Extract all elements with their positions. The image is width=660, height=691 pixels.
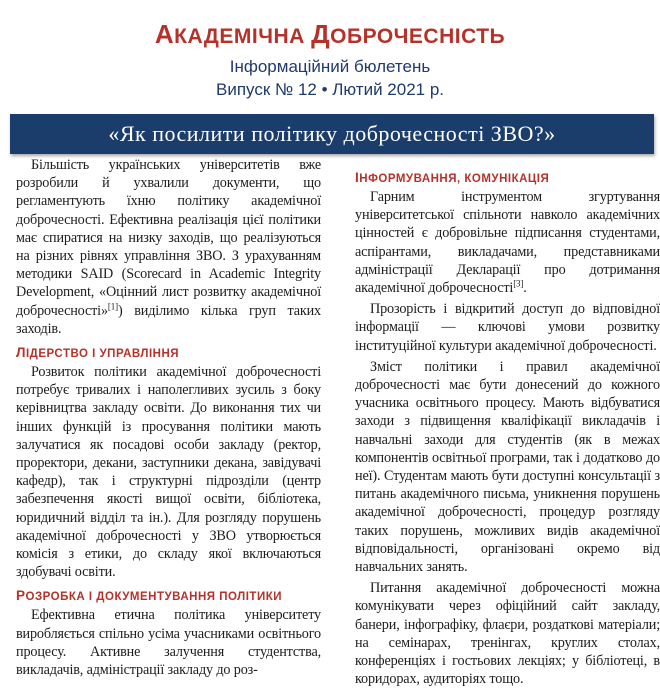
leadership-paragraph: Розвиток політики академічної доброчесності потребує тривалих і наполегливих зусиль з боку керівництва закладу освіти. До виконання тих чи інших функцій із просування політики мають залучатися як посадові особи закладу (ректор, проректори, декани, заступники декана, завідувачі кафедр), так і структурні підрозділи (центр забезпечення якості вищої освіти, бібліотека, юридичний відділ та ін.). Для розгляду порушень академічної доброчесності у ЗВО утворюється комісія з етики, до складу якої включаються здобувачі освіти. xyxy=(16,364,321,581)
title-initial: А xyxy=(154,19,175,49)
declaration-text: Гарним інструментом згуртування університетської спільноти навколо академічних цінностей є добровільне підписання студентами, аспірантами, викладачами, представниками адміністрації Декларації про дотримання академічної доброчесності xyxy=(355,189,660,297)
title-initial: Д xyxy=(311,19,331,49)
title-rest: ОБРОЧЕСНІСТЬ xyxy=(330,25,506,48)
reference-1[interactable]: [1] xyxy=(107,300,118,311)
heading-rest: ІДЕРСТВО І УПРАВЛІННЯ xyxy=(25,348,180,361)
policy-content-paragraph: Зміст політики і правил академічної доброчесності має бути донесений до кожного учасника освітнього процесу. Мають відбуватися заходи з підвищення кваліфікації викладачів і навчальні заходи для студентів (як в межах компонентів освітньої програми, так і додатково до неї). Студентам мають бути доступні консультації з питань академічного письма, уникнення порушень академічної доброчесності, процедур розгляду таких порушень, можливих видів академічної відповідальності, організовані окремо від навчальних занять. xyxy=(355,358,660,576)
intro-text: Більшість українських університетів вже розробили й ухвалили документи, що регламентують їхню політику академічної доброчесності. Ефективна реалізація цієї політики має спиратися на низку заходів, що реалізуються на різних рівнях управління ЗВО. З урахуванням методики SAID (Scorecard in Academic Integrity Development, «Оцінний лист розвитку академічної доброчесності» xyxy=(16,157,321,319)
issue-info: Випуск № 12 • Лютий 2021 р. xyxy=(215,80,445,99)
title-rest: КАДЕМІЧНА xyxy=(174,25,312,48)
intro-paragraph xyxy=(16,156,321,338)
right-column xyxy=(355,152,660,691)
heading-rest: ОЗРОБКА І ДОКУМЕНТУВАННЯ ПОЛІТИКИ xyxy=(25,591,283,604)
declaration-paragraph xyxy=(355,188,660,297)
declaration-text-end: . xyxy=(523,280,527,297)
policy-development-paragraph: Ефективна етична політика університету виробляється спільно усіма учасниками освітнього процесу. Активне залучення студентства, викладачів, адміністрації закладу до роз- xyxy=(16,607,321,679)
newsletter-title xyxy=(0,16,660,55)
headline-text: «Як посилити політику доброчесності ЗВО?» xyxy=(108,121,556,146)
heading-initial: І xyxy=(355,170,360,185)
intro-text-end: ) виділимо кілька груп таких заходів. xyxy=(16,302,321,337)
left-column xyxy=(16,152,321,682)
headline-banner xyxy=(10,114,654,154)
heading-rest: НФОРМУВАННЯ, КОМУНІКАЦІЯ xyxy=(359,173,550,185)
newsletter-subtitle: Інформаційний бюлетень xyxy=(229,57,431,76)
section-heading-communication xyxy=(355,170,660,187)
communication-channels-paragraph: Питання академічної доброчесності можна комунікувати через офіційний сайт закладу, банери, інфографіку, флаєри, роздаткові матеріали; на семінарах, тренінгах, круглих столах, конференціях і гостьових лекціях; у бібліотеці, в коридорах, аудиторіях тощо. xyxy=(355,580,660,688)
heading-initial: Л xyxy=(16,345,26,361)
heading-initial: Р xyxy=(16,588,26,604)
transparency-paragraph: Прозорість і відкритий доступ до відповідної інформації — ключові умови розвитку інституційної культури академічної доброчесності. xyxy=(355,301,660,354)
reference-3[interactable]: [3] xyxy=(513,278,524,289)
section-heading-policy-development xyxy=(16,588,321,605)
section-heading-leadership xyxy=(16,345,321,362)
